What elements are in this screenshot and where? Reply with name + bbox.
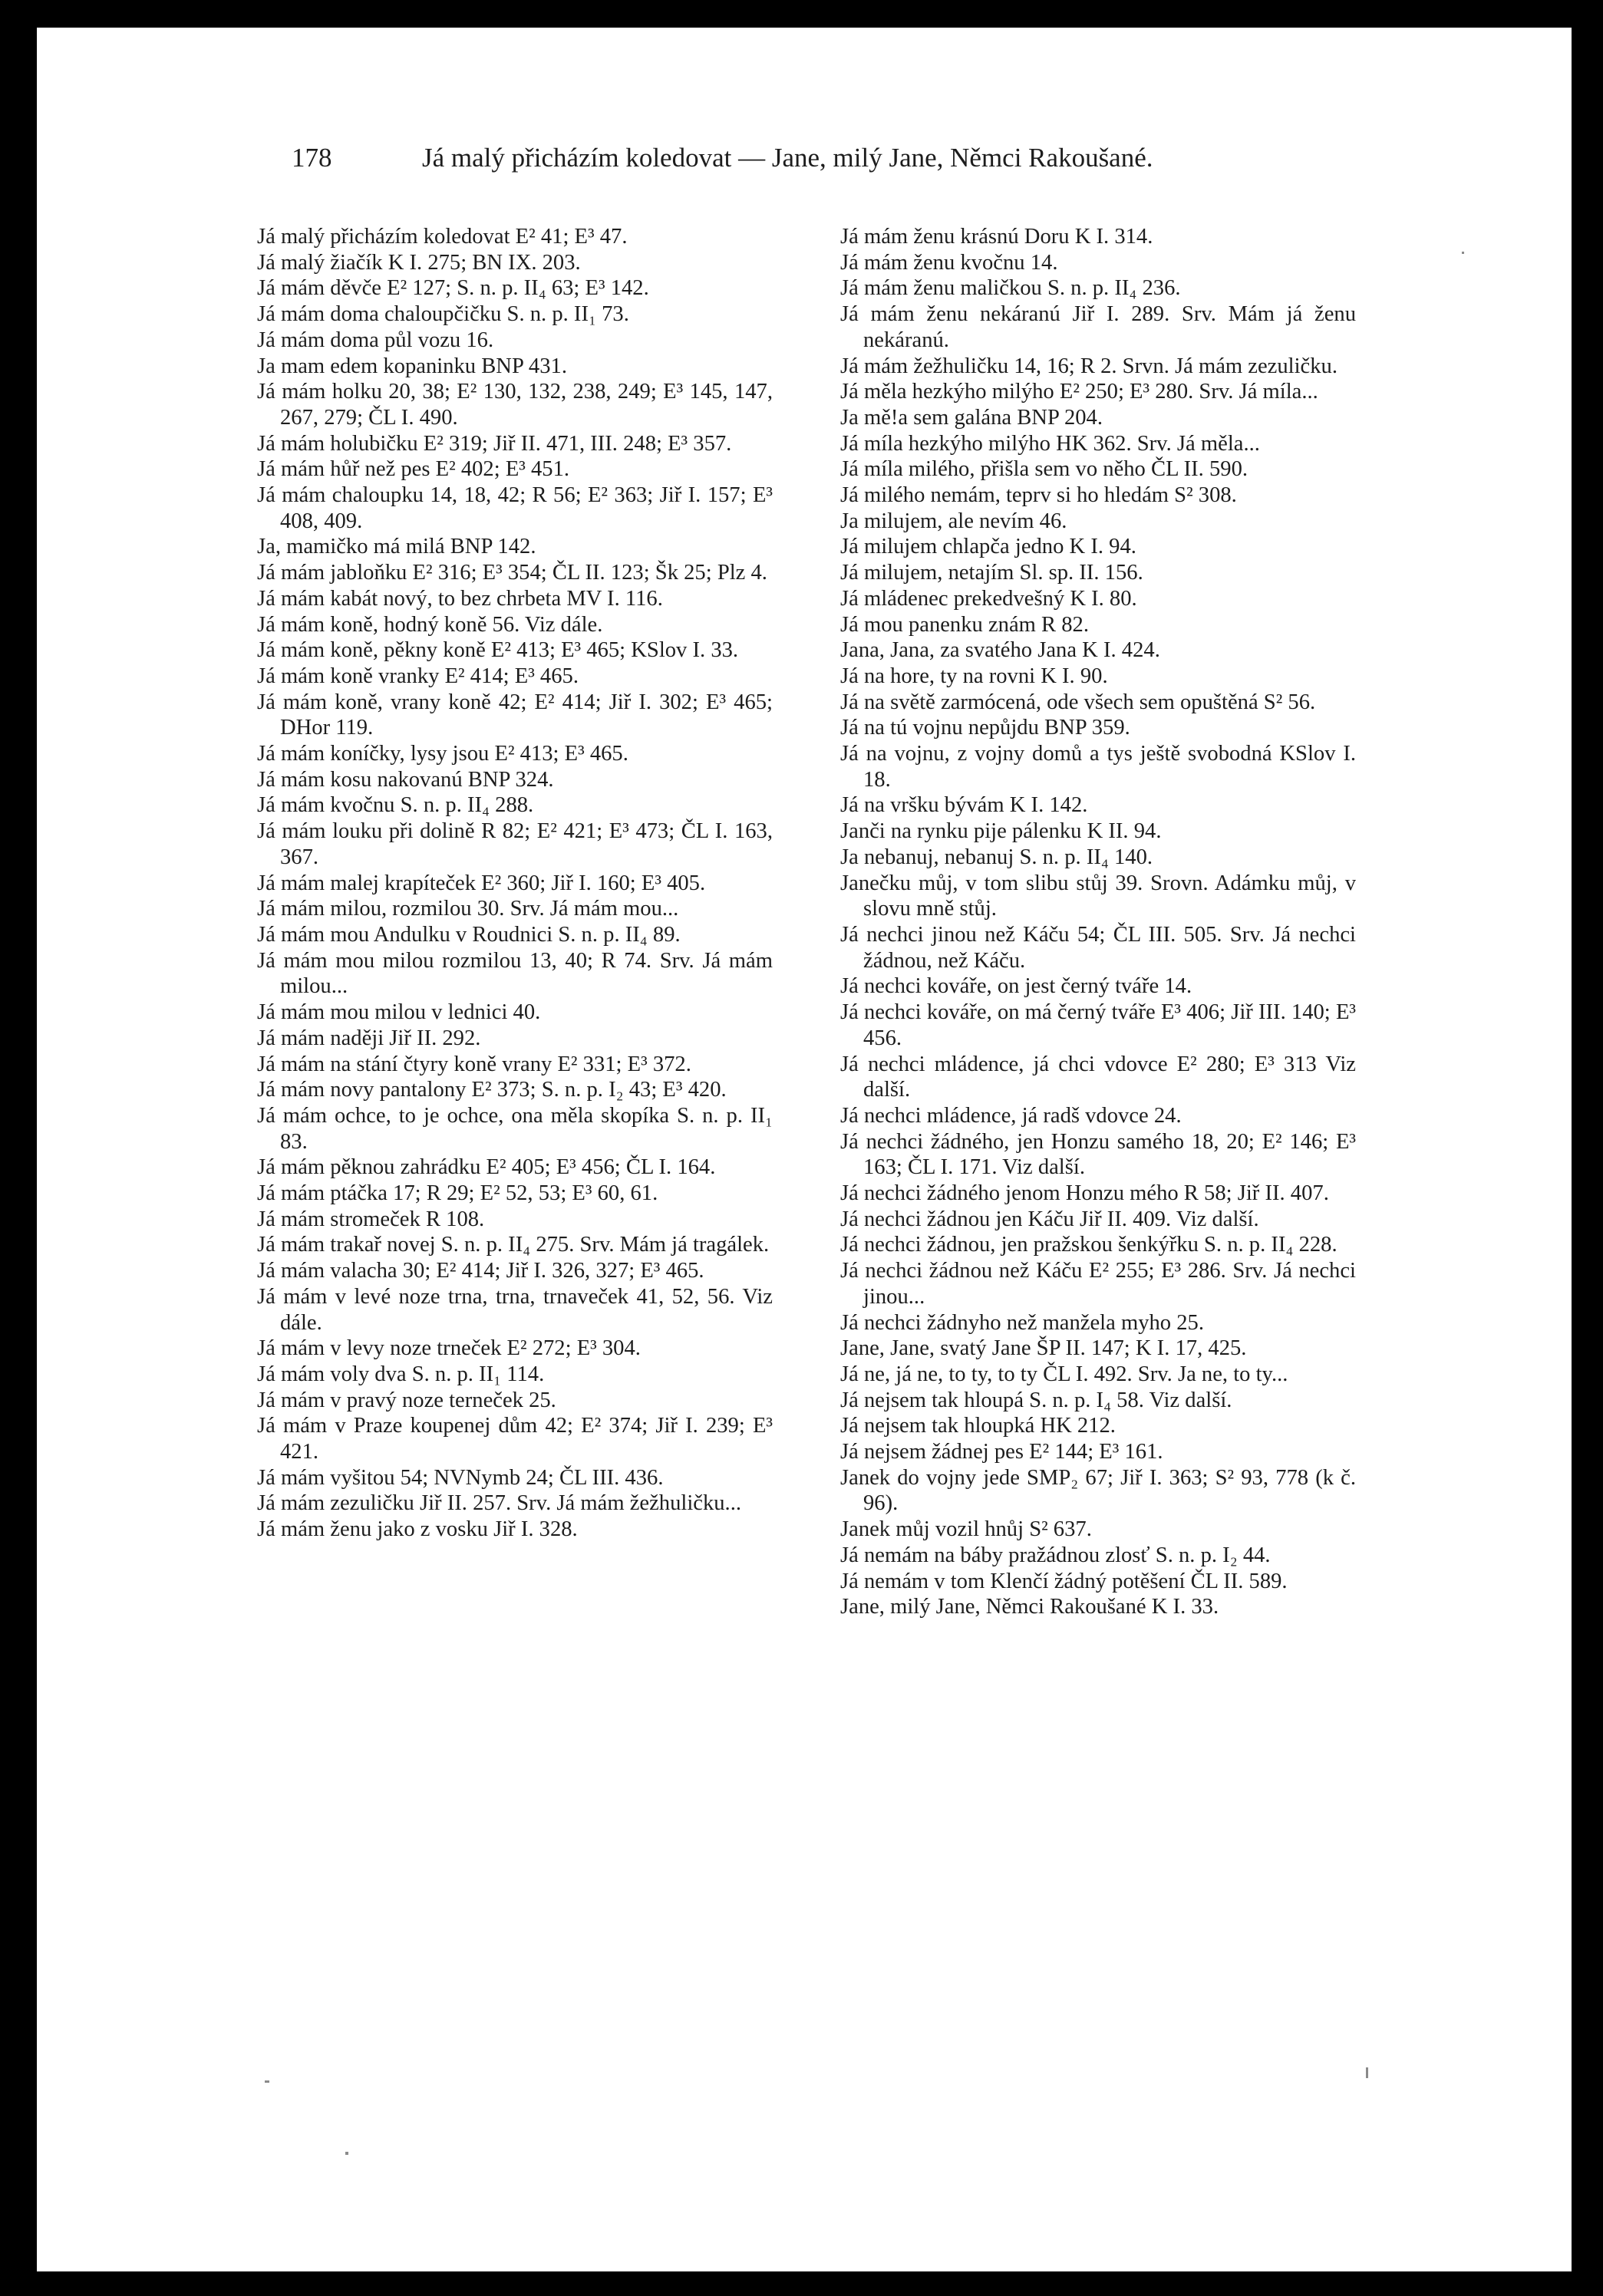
index-entry: Já mám v levy noze trneček E² 272; E³ 304. [257, 1336, 641, 1361]
index-entry: Já mám děvče E² 127; S. n. p. II₄ 63; E³ 142. [257, 276, 649, 301]
index-entry: Já na hore, ty na rovni K I. 90. [840, 664, 1108, 688]
index-entry: Já nechci jinou než Káču 54; ČL III. 505. Srv. Já nechci žádnou, než Káču. [840, 922, 1356, 973]
index-entry: Já nejsem žádnej pes E² 144; E³ 161. [840, 1440, 1163, 1464]
index-entry: Já mám koně vranky E² 414; E³ 465. [257, 664, 579, 688]
index-entry: Já mám na stání čtyry koně vrany E² 331; E³ 372. [257, 1052, 691, 1076]
index-entry: Janek můj vozil hnůj S² 637. [840, 1517, 1092, 1542]
index-entry: Já nechci mládence, já radš vdovce 24. [840, 1103, 1182, 1128]
index-entry: Já mám v Praze koupenej dům 42; E² 374; Jiř I. 239; E³ 421. [257, 1414, 773, 1464]
index-entry: Já mám novy pantalony E² 373; S. n. p. I₂ 43; E³ 420. [257, 1078, 727, 1102]
index-entry: Já mám holubičku E² 319; Jiř II. 471, III. 248; E³ 357. [257, 431, 732, 456]
index-entry: Já malý žiačík K I. 275; BN IX. 203. [257, 250, 581, 275]
index-entry: Já mám koně, hodný koně 56. Viz dále. [257, 612, 603, 637]
index-entry: Já mou panenku znám R 82. [840, 612, 1089, 637]
page-header [292, 143, 1312, 178]
index-entry: Já nemám na báby pražádnou zlosť S. n. p. I₂ 44. [840, 1543, 1271, 1567]
index-entry: Já mám koníčky, lysy jsou E² 413; E³ 465. [257, 742, 628, 766]
running-title: Já malý přicházím koledovat — Jane, milý Jane, Němci Rakoušané. [422, 143, 1153, 173]
index-entry: Já milujem chlapča jedno K I. 94. [840, 535, 1136, 559]
index-entry: Já míla milého, přišla sem vo něho ČL II. 590. [840, 457, 1248, 482]
index-entry: Ja mě!a sem galána BNP 204. [840, 405, 1103, 430]
index-entry: Já mám v levé noze trna, trna, trnaveček 41, 52, 56. Viz dále. [257, 1284, 773, 1335]
index-entry: Já nechci kováře, on jest černý tváře 14. [840, 974, 1192, 999]
index-entry: Já mám ochce, to je ochce, ona měla skopíka S. n. p. II₁ 83. [257, 1103, 773, 1154]
index-entry: Já nechci žádnou, jen pražskou šenkýřku S. n. p. II₄ 228. [840, 1233, 1337, 1257]
index-entry: Já mám ženu maličkou S. n. p. II₄ 236. [840, 276, 1181, 301]
index-entry: Já mám kvočnu S. n. p. II₄ 288. [257, 793, 534, 818]
index-entry: Já mám holku 20, 38; E² 130, 132, 238, 249; E³ 145, 147, 267, 279; ČL I. 490. [257, 380, 773, 430]
index-entry: Já mám ženu krásnú Doru K I. 314. [840, 225, 1153, 249]
index-entry: Ja nebanuj, nebanuj S. n. p. II₄ 140. [840, 845, 1153, 869]
index-entry: Já mám kabát nový, to bez chrbeta MV I. 116. [257, 586, 663, 611]
index-entry: Já nechci kováře, on má černý tváře E³ 406; Jiř III. 140; E³ 456. [840, 1000, 1356, 1050]
index-entry: Já nechci žádnou jen Káču Jiř II. 409. Viz další. [840, 1207, 1259, 1231]
index-entry: Já mám chaloupku 14, 18, 42; R 56; E² 363; Jiř I. 157; E³ 408, 409. [257, 483, 773, 533]
index-entry: Já na vojnu, z vojny domů a tys ještě svobodná KSlov I. 18. [840, 742, 1356, 792]
index-entry: Já nechci žádného jenom Honzu mého R 58; Jiř II. 407. [840, 1181, 1329, 1206]
index-entry: Janečku můj, v tom slibu stůj 39. Srovn. Adámku můj, v slovu mně stůj. [840, 871, 1356, 921]
index-entry: Já nejsem tak hloupá S. n. p. I₄ 58. Viz další. [840, 1388, 1232, 1412]
index-entry: Já mám kosu nakovanú BNP 324. [257, 767, 554, 792]
index-entry: Já nechci žádnyho než manžela myho 25. [840, 1310, 1204, 1335]
index-entry: Já mám ženu nekáranú Jiř I. 289. Srv. Mám já ženu nekáranú. [840, 302, 1356, 352]
index-entry: Já mám ženu kvočnu 14. [840, 250, 1058, 275]
scan-speck [345, 2152, 348, 2155]
index-entry: Já na tú vojnu nepůjdu BNP 359. [840, 716, 1130, 740]
index-entry: Já měla hezkýho milýho E² 250; E³ 280. Srv. Já míla... [840, 380, 1318, 404]
index-entry: Já milého nemám, teprv si ho hledám S² 308. [840, 483, 1237, 508]
index-entry: Já mám doma chaloupčičku S. n. p. II₁ 73. [257, 302, 629, 327]
index-entry: Já mám ptáčka 17; R 29; E² 52, 53; E³ 60, 61. [257, 1181, 658, 1206]
index-entry: Já ne, já ne, to ty, to ty ČL I. 492. Srv. Ja ne, to ty... [840, 1362, 1288, 1386]
index-entry: Jane, Jane, svatý Jane ŠP II. 147; K I. 17, 425. [840, 1336, 1247, 1361]
index-entry: Já milujem, netajím Sl. sp. II. 156. [840, 561, 1143, 585]
index-entry: Já nechci žádnou než Káču E² 255; E³ 286. Srv. Já nechci jinou... [840, 1259, 1356, 1309]
index-entry: Ja mam edem kopaninku BNP 431. [257, 354, 567, 378]
index-entry: Já mám naději Jiř II. 292. [257, 1026, 481, 1050]
index-entry: Ja, mamičko má milá BNP 142. [257, 535, 536, 559]
index-entry: Já mám mou milou rozmilou 13, 40; R 74. Srv. Já mám milou... [257, 948, 773, 999]
index-entry: Já mám mou Andulku v Roudnici S. n. p. II₄ 89. [257, 922, 681, 947]
index-entry: Já mám vyšitou 54; NVNymb 24; ČL III. 436. [257, 1465, 664, 1490]
index-entry: Já mám stromeček R 108. [257, 1207, 485, 1231]
index-entry: Já nechci žádného, jen Honzu samého 18, 20; E² 146; E³ 163; ČL I. 171. Viz další. [840, 1129, 1356, 1180]
scan-speck [1366, 2067, 1368, 2078]
index-entry: Já nejsem tak hloupká HK 212. [840, 1414, 1116, 1438]
index-entry: Janek do vojny jede SMP₂ 67; Jiř I. 363; S² 93, 778 (k č. 96). [840, 1465, 1356, 1516]
index-entry: Já mám malej krapíteček E² 360; Jiř I. 160; E³ 405. [257, 871, 706, 895]
index-entry: Já mám valacha 30; E² 414; Jiř I. 326, 327; E³ 465. [257, 1259, 704, 1283]
index-entry: Já míla hezkýho milýho HK 362. Srv. Já měla... [840, 431, 1260, 456]
scan-speck [265, 2080, 269, 2083]
index-entry: Já na světě zarmócená, ode všech sem opuštěná S² 56. [840, 690, 1316, 714]
index-entry: Já mám trakař novej S. n. p. II₄ 275. Srv. Mám já tragálek. [257, 1233, 770, 1257]
index-entry: Já mám voly dva S. n. p. II₁ 114. [257, 1362, 545, 1386]
index-entry: Já nechci mládence, já chci vdovce E² 280; E³ 313 Viz další. [840, 1052, 1356, 1102]
index-entry: Já mám milou, rozmilou 30. Srv. Já mám mou... [257, 897, 679, 921]
index-entry: Já mám jabloňku E² 316; E³ 354; ČL II. 123; Šk 25; Plz 4. [257, 561, 767, 585]
index-entry: Já mám v pravý noze terneček 25. [257, 1388, 556, 1412]
index-entry: Ja milujem, ale nevím 46. [840, 509, 1067, 533]
page-number: 178 [292, 143, 332, 173]
index-entry: Já mám louku při dolině R 82; E² 421; E³ 473; ČL I. 163, 367. [257, 819, 773, 869]
left-column [257, 224, 773, 2096]
index-entry: Já mám doma půl vozu 16. [257, 328, 494, 352]
index-entry: Janči na rynku pije pálenku K II. 94. [840, 819, 1162, 844]
index-entry: Já mám žežhuličku 14, 16; R 2. Srvn. Já mám zezuličku. [840, 354, 1337, 378]
index-entry: Jana, Jana, za svatého Jana K I. 424. [840, 638, 1160, 663]
index-entry: Já mám hůř než pes E² 402; E³ 451. [257, 457, 570, 482]
index-entry: Já mám pěknou zahrádku E² 405; E³ 456; ČL I. 164. [257, 1155, 716, 1180]
index-entry: Já malý přicházím koledovat E² 41; E³ 47. [257, 225, 628, 249]
index-entry: Já mám zezuličku Jiř II. 257. Srv. Já mám žežhuličku... [257, 1491, 741, 1516]
index-entry: Já mám koně, vrany koně 42; E² 414; Jiř I. 302; E³ 465; DHor 119. [257, 690, 773, 740]
right-column [840, 224, 1356, 2096]
index-entry: Já mám koně, pěkny koně E² 413; E³ 465; KSlov I. 33. [257, 638, 739, 663]
index-entry: Jane, milý Jane, Němci Rakoušané K I. 33. [840, 1595, 1219, 1619]
index-entry: Já mám ženu jako z vosku Jiř I. 328. [257, 1517, 578, 1542]
index-entry: Já mám mou milou v lednici 40. [257, 1000, 541, 1025]
index-entry: Já mládenec prekedvešný K I. 80. [840, 586, 1137, 611]
index-entry: Já nemám v tom Klenčí žádný potěšení ČL II. 589. [840, 1569, 1288, 1593]
index-entry: Já na vršku bývám K I. 142. [840, 793, 1088, 818]
scan-speck [1462, 252, 1464, 254]
